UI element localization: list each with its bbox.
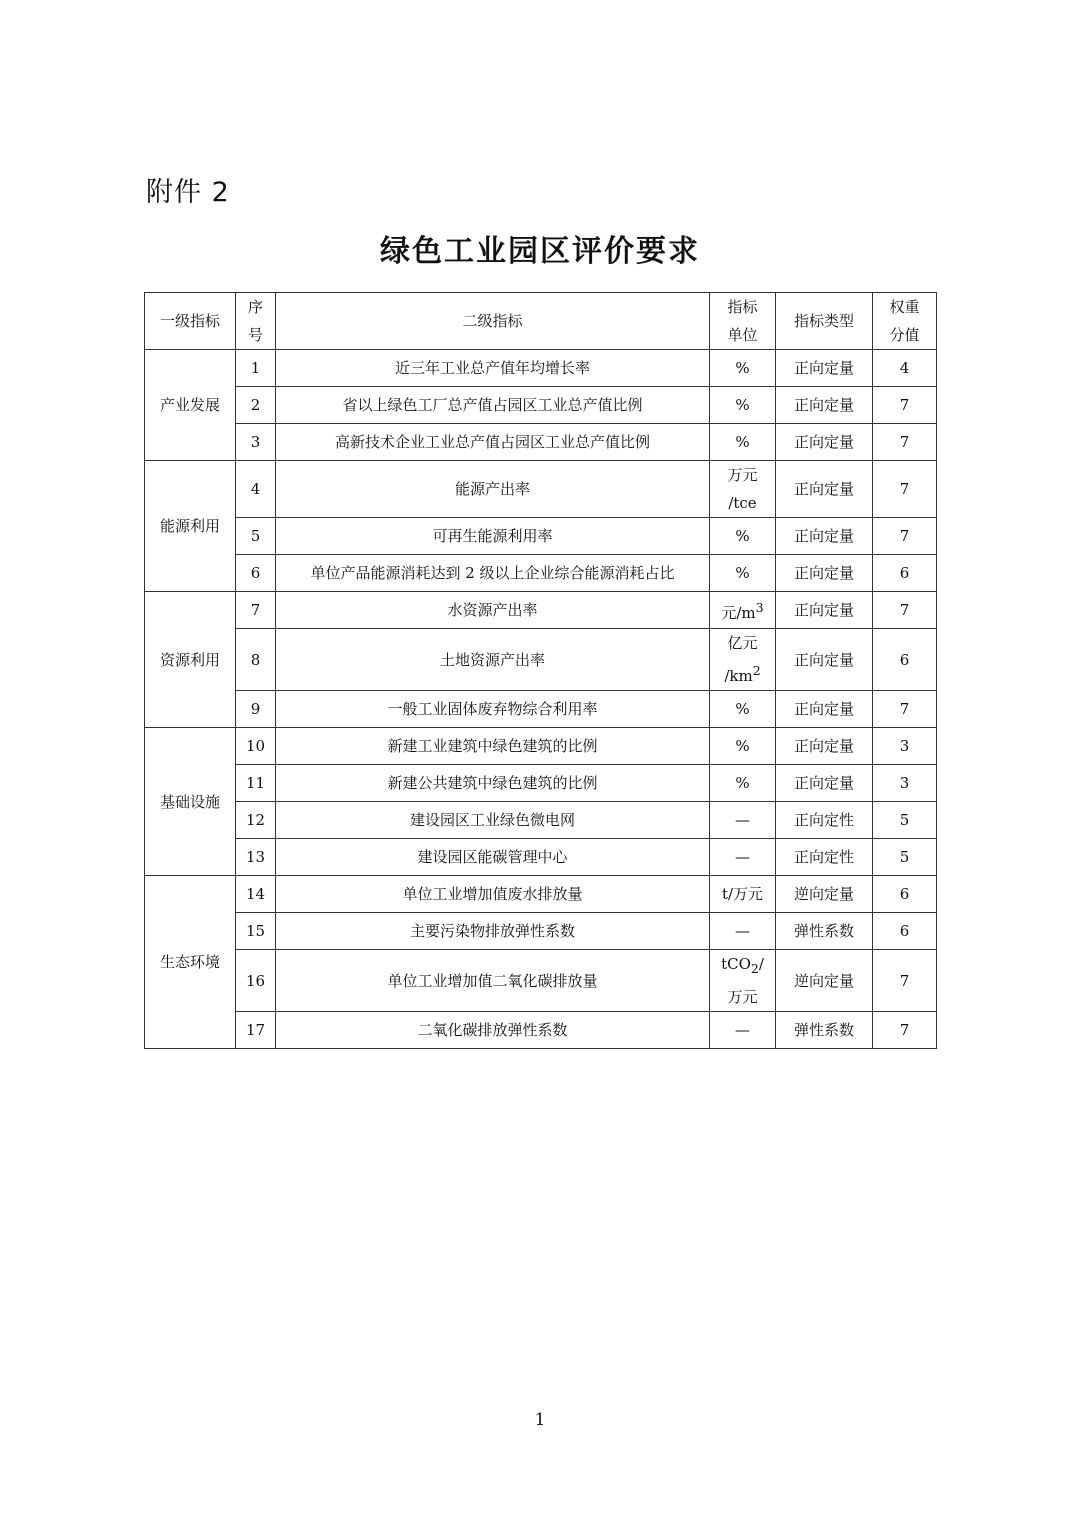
table-row [145,518,937,555]
table-row [145,765,937,802]
table-row [145,913,937,950]
row-weight: 7 [873,950,937,1012]
table-row [145,555,937,592]
row-type: 正向定量 [776,592,873,629]
row-seq: 15 [236,913,276,950]
table-row [145,387,937,424]
row-indicator: 可再生能源利用率 [276,518,710,555]
row-weight: 7 [873,1012,937,1049]
table-row [145,950,937,1012]
row-type: 逆向定量 [776,950,873,1012]
group-name: 基础设施 [145,728,236,876]
table-row [145,691,937,728]
header-type: 指标类型 [776,293,873,350]
row-type: 正向定量 [776,728,873,765]
group-name: 能源利用 [145,461,236,592]
page-number: 1 [534,1410,546,1430]
row-unit: % [710,555,776,592]
row-indicator: 建设园区能碳管理中心 [276,839,710,876]
row-weight: 7 [873,461,937,518]
row-indicator: 省以上绿色工厂总产值占园区工业总产值比例 [276,387,710,424]
row-seq: 10 [236,728,276,765]
table-row [145,592,937,629]
evaluation-requirements-table [144,292,937,1049]
table-row [145,1012,937,1049]
row-weight: 3 [873,728,937,765]
row-unit: % [710,387,776,424]
row-indicator: 土地资源产出率 [276,629,710,691]
row-unit: — [710,913,776,950]
table-row [145,728,937,765]
row-seq: 7 [236,592,276,629]
row-type: 正向定量 [776,518,873,555]
row-unit: 万元 /tce [710,461,776,518]
row-seq: 13 [236,839,276,876]
row-type: 正向定量 [776,424,873,461]
row-unit: % [710,518,776,555]
row-type: 正向定量 [776,387,873,424]
row-indicator: 建设园区工业绿色微电网 [276,802,710,839]
table-header-row [145,293,937,350]
row-seq: 1 [236,350,276,387]
attachment-label: 附件 2 [146,177,230,208]
row-indicator: 二氧化碳排放弹性系数 [276,1012,710,1049]
row-seq: 12 [236,802,276,839]
table-row [145,629,937,691]
table-row [145,424,937,461]
row-weight: 7 [873,691,937,728]
table-row [145,876,937,913]
row-indicator: 单位产品能源消耗达到 2 级以上企业综合能源消耗占比 [276,555,710,592]
row-unit: t/万元 [710,876,776,913]
row-seq: 17 [236,1012,276,1049]
document-title: 绿色工业园区评价要求 [380,234,700,269]
row-weight: 6 [873,913,937,950]
header-level1: 一级指标 [145,293,236,350]
row-seq: 6 [236,555,276,592]
row-unit: 亿元 $/km^2$ [710,629,776,691]
row-indicator: 单位工业增加值废水排放量 [276,876,710,913]
table-row [145,839,937,876]
row-type: 正向定量 [776,765,873,802]
row-type: 弹性系数 [776,913,873,950]
row-seq: 8 [236,629,276,691]
row-weight: 7 [873,518,937,555]
row-unit: — [710,839,776,876]
row-weight: 7 [873,387,937,424]
row-indicator: 主要污染物排放弹性系数 [276,913,710,950]
header-weight: 权重 分值 [873,293,937,350]
table-row [145,350,937,387]
row-indicator: 新建公共建筑中绿色建筑的比例 [276,765,710,802]
row-type: 逆向定量 [776,876,873,913]
row-weight: 3 [873,765,937,802]
row-indicator: 能源产出率 [276,461,710,518]
row-seq: 9 [236,691,276,728]
row-unit: — [710,802,776,839]
row-weight: 6 [873,555,937,592]
table-row [145,461,937,518]
row-type: 正向定性 [776,802,873,839]
header-unit: 指标 单位 [710,293,776,350]
row-weight: 6 [873,629,937,691]
row-type: 正向定量 [776,350,873,387]
row-type: 正向定量 [776,555,873,592]
group-name: 产业发展 [145,350,236,461]
row-seq: 3 [236,424,276,461]
row-type: 正向定性 [776,839,873,876]
row-indicator: 近三年工业总产值年均增长率 [276,350,710,387]
row-seq: 11 [236,765,276,802]
row-seq: 4 [236,461,276,518]
row-unit: % [710,728,776,765]
row-weight: 4 [873,350,937,387]
row-indicator: 水资源产出率 [276,592,710,629]
row-type: 正向定量 [776,461,873,518]
group-name: 资源利用 [145,592,236,728]
row-indicator: 高新技术企业工业总产值占园区工业总产值比例 [276,424,710,461]
row-weight: 6 [873,876,937,913]
group-name: 生态环境 [145,876,236,1049]
row-unit: % [710,350,776,387]
row-type: 弹性系数 [776,1012,873,1049]
row-seq: 14 [236,876,276,913]
header-seq: 序 号 [236,293,276,350]
row-weight: 5 [873,802,937,839]
row-seq: 5 [236,518,276,555]
row-weight: 7 [873,424,937,461]
row-unit: 元$/m^3$ [710,592,776,629]
row-unit: % [710,424,776,461]
row-seq: 2 [236,387,276,424]
row-weight: 7 [873,592,937,629]
row-unit: % [710,765,776,802]
row-unit: tCO$_2$/ 万元 [710,950,776,1012]
header-level2: 二级指标 [276,293,710,350]
table-row [145,802,937,839]
row-seq: 16 [236,950,276,1012]
row-unit: % [710,691,776,728]
row-indicator: 一般工业固体废弃物综合利用率 [276,691,710,728]
row-unit: — [710,1012,776,1049]
row-indicator: 单位工业增加值二氧化碳排放量 [276,950,710,1012]
row-indicator: 新建工业建筑中绿色建筑的比例 [276,728,710,765]
row-weight: 5 [873,839,937,876]
row-type: 正向定量 [776,691,873,728]
row-type: 正向定量 [776,629,873,691]
